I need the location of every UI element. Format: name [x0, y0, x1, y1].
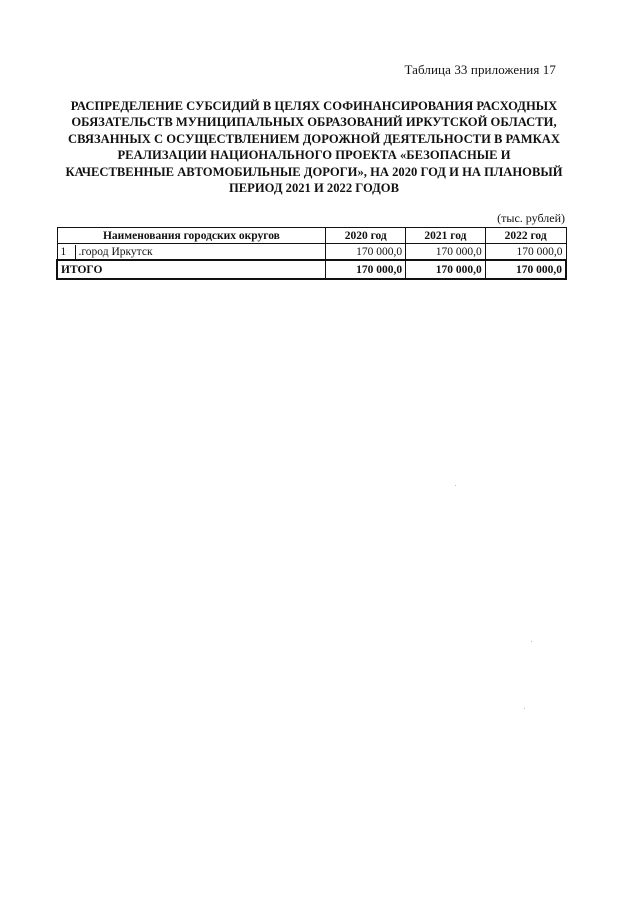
title-line: ОБЯЗАТЕЛЬСТВ МУНИЦИПАЛЬНЫХ ОБРАЗОВАНИЙ ИРКУТСКОЙ ОБЛАСТИ, — [71, 115, 557, 130]
cell-2021: 170 000,0 — [406, 244, 486, 261]
title-line: РАСПРЕДЕЛЕНИЕ СУБСИДИЙ В ЦЕЛЯХ СОФИНАНСИРОВАНИЯ РАСХОДНЫХ — [70, 99, 558, 113]
total-row — [57, 260, 566, 279]
total-label: ИТОГО — [57, 260, 326, 279]
row-number: 1 — [61, 245, 76, 259]
subsidy-table — [56, 227, 567, 280]
scan-speck — [524, 708, 525, 709]
title-line: ПЕРИОД 2021 И 2022 ГОДОВ — [228, 181, 399, 196]
scan-speck — [531, 641, 532, 642]
scan-speck — [455, 485, 456, 486]
header-2020: 2020 год — [326, 228, 406, 244]
district-name: .город Иркутск — [78, 245, 153, 258]
title-line: РЕАЛИЗАЦИИ НАЦИОНАЛЬНОГО ПРОЕКТА «БЕЗОПАСНЫЕ И — [117, 148, 511, 163]
table-header-row — [57, 228, 566, 244]
title-line: КАЧЕСТВЕННЫЕ АВТОМОБИЛЬНЫЕ ДОРОГИ», НА 2020 ГОД И НА ПЛАНОВЫЙ — [65, 164, 563, 179]
cell-2020: 170 000,0 — [326, 244, 406, 261]
header-district: Наименования городских округов — [57, 228, 326, 244]
total-2022: 170 000,0 — [485, 260, 566, 279]
total-2020: 170 000,0 — [326, 260, 406, 279]
cell-2022: 170 000,0 — [485, 244, 566, 261]
table-row — [57, 244, 566, 261]
cell-district — [57, 244, 326, 261]
units-note: (тыс. рублей) — [497, 211, 565, 225]
title-line: СВЯЗАННЫХ С ОСУЩЕСТВЛЕНИЕМ ДОРОЖНОЙ ДЕЯТЕЛЬНОСТИ В РАМКАХ — [68, 131, 560, 146]
total-2021: 170 000,0 — [406, 260, 486, 279]
document-title — [58, 98, 570, 196]
table-reference: Таблица 33 приложения 17 — [404, 62, 556, 77]
header-2021: 2021 год — [406, 228, 486, 244]
header-2022: 2022 год — [485, 228, 566, 244]
